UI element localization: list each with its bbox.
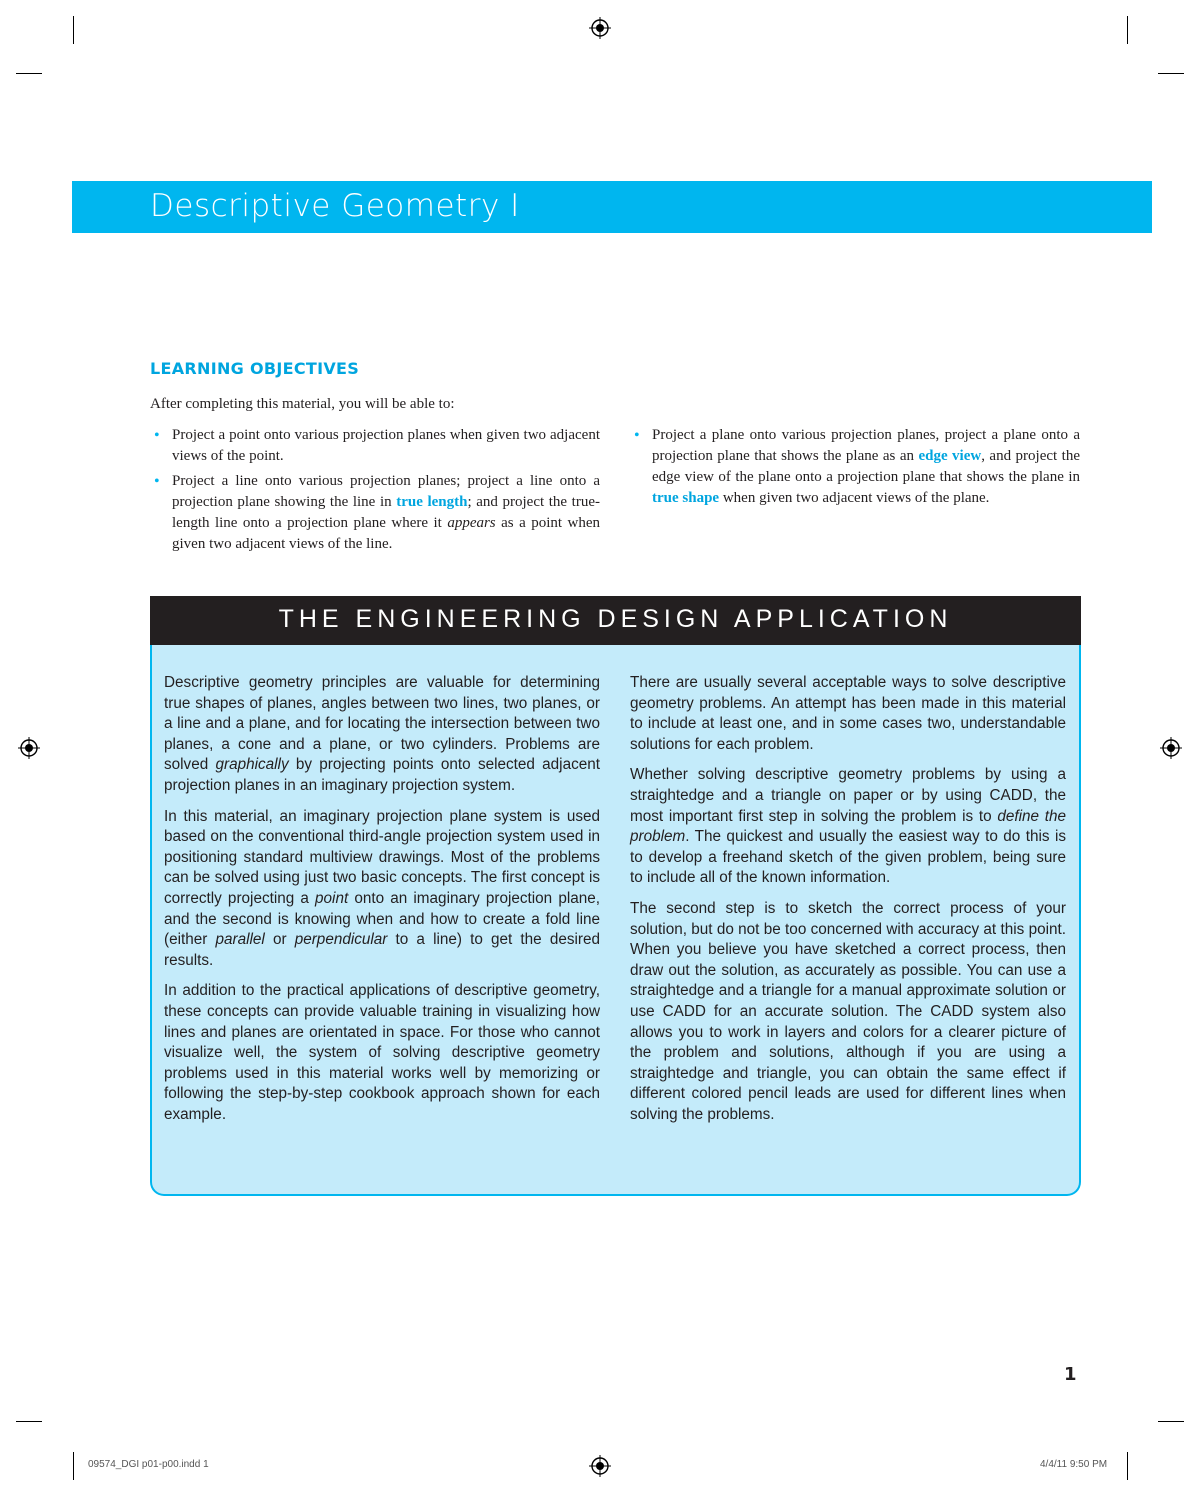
objective-item: • Project a point onto various projection planes when given two adjacent views of the point. [154, 427, 600, 464]
objective-item: • Project a line onto various projection planes; project a line onto a projection plane showing the line in true length; and project the true-length line onto a projection plane where it appears as a point when given two adjacent views of the line. [154, 473, 600, 552]
engineering-design-application-title: THE ENGINEERING DESIGN APPLICATION [278, 605, 953, 633]
eda-column-right [630, 673, 1066, 1135]
learning-objectives-column-right [630, 425, 1080, 513]
crop-mark-left-bottom [16, 1421, 42, 1422]
key-term-true-length: true length [396, 494, 468, 510]
learning-objectives-intro: After completing this material, you will be able to: [150, 396, 455, 412]
registration-mark-top-icon [589, 17, 611, 39]
page-number: 1 [1064, 1364, 1077, 1385]
bullet-icon: • [154, 473, 160, 490]
slug-file: 09574_DGI p01-p00.indd 1 [88, 1459, 209, 1470]
eda-paragraph: Whether solving descriptive geometry problems by using a straightedge and a triangle on paper or by using CADD, the most important first step in solving the problem is to define the problem. The quickest and usually the easiest way to do this is to develop a freehand sketch of the given problem, being sure to include all of the known information. [630, 766, 1066, 887]
slug-date: 4/4/11 9:50 PM [1040, 1459, 1108, 1470]
key-term-true-shape: true shape [652, 490, 720, 506]
bullet-icon: • [634, 427, 640, 444]
objective-item: • Project a plane onto various projection planes, project a plane onto a projection plane that shows the plane as an edge view, and project the edge view of the plane onto a projection plane that shows the plane in true shape when given two adjacent views of the plane. [634, 427, 1080, 506]
crop-mark-top-left [73, 16, 74, 44]
crop-mark-right-bottom [1158, 1421, 1184, 1422]
learning-objectives-column-left [150, 425, 600, 559]
eda-paragraph: There are usually several acceptable ways to solve descriptive geometry problems. An attempt has been made in this material to include at least one, and in some cases two, understandable solutions for each problem. [630, 674, 1066, 753]
eda-paragraph: Descriptive geometry principles are valuable for determining true shapes of planes, angles between two lines, two planes, or a line and a plane, and for locating the intersection between two planes, a cone and a plane, or two cylinders. Problems are solved graphically by projecting points onto selected adjacent projection planes in an imaginary projection system. [164, 674, 601, 794]
bullet-icon: • [154, 427, 160, 444]
registration-mark-right-icon [1160, 737, 1182, 759]
eda-paragraph: In this material, an imaginary projection plane system is used based on the conventional third-angle projection system used in positioning standard multiview drawings. Most of the problems can be solved using just two basic concepts. The first concept is correctly projecting a point onto an imaginary projection plane, and the second is knowing when and how to create a fold line (either parallel or perpendicular to a line) to get the desired results. [164, 807, 600, 969]
eda-paragraph: In addition to the practical applications of descriptive geometry, these concepts can provide valuable training in visualizing how lines and planes are orientated in space. For those who cannot visualize well, the system of solving descriptive geometry problems used in this material works well by memorizing or following the step-by-step cookbook approach shown for each example. [164, 982, 600, 1123]
crop-mark-right-top [1158, 73, 1184, 74]
registration-mark-bottom-icon [589, 1455, 611, 1477]
registration-mark-left-icon [18, 737, 40, 759]
eda-column-left [164, 673, 600, 1135]
crop-mark-bottom-left [73, 1452, 74, 1480]
crop-mark-top-right [1127, 16, 1128, 44]
learning-objectives-heading: LEARNING OBJECTIVES [150, 359, 360, 378]
crop-mark-left-top [16, 73, 42, 74]
emphasis-appears: appears [447, 515, 496, 531]
crop-mark-bottom-right [1127, 1452, 1128, 1480]
chapter-title: Descriptive Geometry I [150, 188, 520, 224]
eda-paragraph: The second step is to sketch the correct process of your solution, but do not be too concerned with accuracy at this point. When you believe you have sketched a correct process, then draw out the solution, as accurately as possible. You can use a straightedge and a triangle for a manual approximate solution or use CADD for an accurate solution. The CADD system also allows you to work in layers and colors for a clearer picture of the problem and solutions, although if you are using a straightedge and triangle, you can obtain the same effect if different colored pencil leads are used for different lines when solving the problems. [630, 899, 1066, 1123]
chapter-banner [72, 181, 1152, 233]
engineering-design-application-header [150, 596, 1081, 645]
key-term-edge-view: edge view [918, 448, 982, 464]
